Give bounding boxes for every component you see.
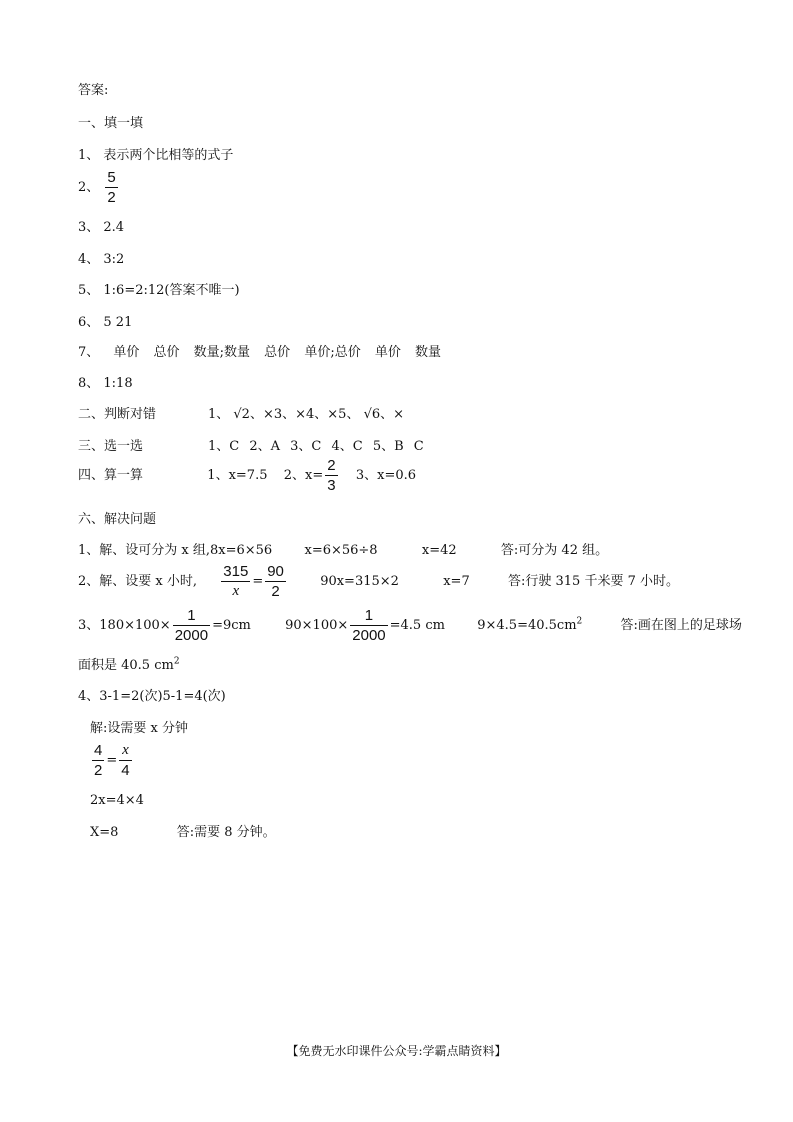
footer-note: 【免费无水印课件公众号:学霸点睛资料】 — [286, 1044, 507, 1058]
answer-title: 答案: — [78, 83, 109, 98]
s6-p1-step2: x=6×56÷8 — [304, 543, 378, 558]
s6-p3-answer: 答:画在图上的足球场 — [620, 618, 742, 633]
s6-p2-step3: x=7 — [443, 574, 470, 589]
s6-p4-line4: 2x=4×4 — [90, 793, 144, 808]
s1-q2-prefix: 2、 — [78, 180, 100, 195]
fraction-numerator: 4 — [94, 742, 103, 759]
s6-p4-fraction-2 — [119, 742, 131, 779]
s6-p1-answer: 答:可分为 42 组。 — [500, 543, 609, 558]
s6-p4-line2: 解:设需要 x 分钟 — [90, 721, 188, 736]
fraction-denominator: 2 — [107, 189, 116, 206]
s6-p2-fraction-1 — [221, 563, 250, 600]
s1-q2-fraction — [105, 169, 117, 206]
section-4-heading: 四、算一算 — [78, 468, 144, 483]
s6-p4-answer: 答:需要 8 分钟。 — [176, 825, 276, 840]
s4-a2-prefix: 2、x= — [283, 468, 324, 483]
s4-a2-fraction — [325, 457, 337, 494]
s6-p2-answer: 答:行驶 315 千米要 7 小时。 — [508, 574, 679, 589]
s4-a1: 1、x=7.5 — [207, 468, 268, 483]
s6-p2-step2: 90x=315×2 — [320, 574, 399, 589]
fraction-numerator: 315 — [223, 563, 249, 580]
s6-p4-equation — [90, 741, 134, 781]
s6-p4-line5: X=8 — [90, 825, 119, 840]
s6-p4-line5-row — [90, 825, 276, 841]
s1-q1: 1、 表示两个比相等的式子 — [78, 148, 234, 163]
s1-q4: 4、 3:2 — [78, 252, 125, 267]
equals-sign: = — [106, 753, 118, 768]
s2-answers: 1、 √2、×3、×4、×5、 √6、× — [208, 407, 405, 422]
section-3-heading: 三、选一选 — [78, 439, 144, 454]
fraction-denominator: 3 — [327, 477, 336, 494]
s6-p3-prefix: 3、180×100× — [78, 618, 171, 633]
s6-p3 — [78, 606, 742, 646]
fraction-numerator: x — [122, 742, 129, 758]
s6-p3-result-2: =4.5 cm — [389, 618, 445, 633]
fraction-numerator: 1 — [364, 607, 374, 624]
fraction-denominator: 2 — [94, 762, 103, 779]
s6-p3-answer-cont — [78, 658, 180, 674]
s3-answers: 1、C 2、A 3、C 4、C 5、B C — [208, 439, 424, 454]
s1-q8: 8、 1:18 — [78, 376, 133, 391]
s1-q2 — [78, 168, 120, 208]
s4-a3: 3、x=0.6 — [355, 468, 417, 483]
s6-p2-prefix: 2、解、设要 x 小时, — [78, 574, 197, 589]
s1-q6: 6、 5 21 — [78, 315, 133, 330]
equals-sign: = — [252, 574, 264, 589]
s6-p3-step3: 9×4.5=40.5cm — [477, 618, 577, 633]
fraction-numerator: 2 — [327, 457, 336, 474]
fraction-numerator: 5 — [107, 169, 116, 186]
s1-q3: 3、 2.4 — [78, 220, 125, 235]
s6-p2 — [78, 562, 679, 602]
s6-p2-fraction-2 — [265, 563, 286, 600]
s6-p1 — [78, 543, 608, 559]
superscript: 2 — [173, 656, 180, 667]
section-6-heading: 六、解决问题 — [78, 512, 157, 527]
fraction-numerator: 90 — [267, 563, 284, 580]
s6-p1-step1: 1、解、设可分为 x 组,8x=6×56 — [78, 543, 273, 558]
s1-q7: 7、 单价 总价 数量;数量 总价 单价;总价 单价 数量 — [78, 345, 441, 360]
section-2-heading: 二、判断对错 — [78, 407, 157, 422]
s6-p3-mid: 90×100× — [285, 618, 349, 633]
s1-q5: 5、 1:6=2:12(答案不唯一) — [78, 283, 240, 298]
fraction-denominator: 2000 — [352, 627, 386, 644]
s6-p4-line1: 4、3-1=2(次)5-1=4(次) — [78, 689, 226, 704]
section-1-heading: 一、填一填 — [78, 116, 144, 131]
s6-p4-fraction-1 — [92, 742, 104, 779]
superscript: 2 — [576, 616, 583, 627]
s6-p3-fraction-1 — [173, 607, 210, 644]
s6-p1-step3: x=42 — [421, 543, 457, 558]
fraction-denominator: 2000 — [174, 627, 209, 644]
s6-p3-fraction-2 — [350, 607, 387, 644]
s6-p3-answer-cont-text: 面积是 40.5 cm — [78, 658, 174, 673]
fraction-denominator: 4 — [121, 762, 130, 779]
fraction-numerator: 1 — [187, 607, 196, 624]
fraction-denominator: x — [221, 581, 250, 600]
section-4-row — [78, 456, 416, 496]
s6-p3-result-1: =9cm — [212, 618, 251, 633]
fraction-denominator: 2 — [265, 581, 286, 600]
